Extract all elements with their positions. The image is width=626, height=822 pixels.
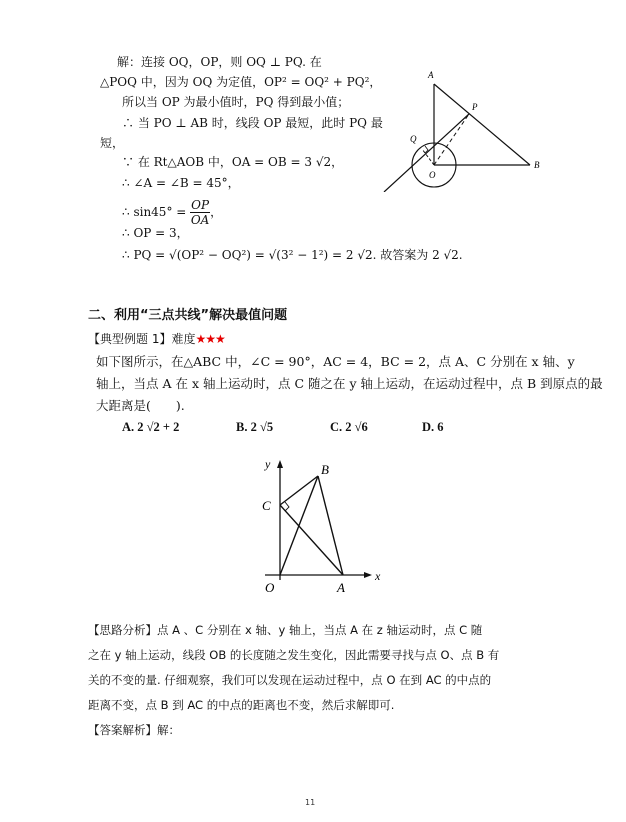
analysis-line-4: 距离不变，点 B 到 AC 的中点的距离也不变，然后求解即可. [88, 698, 395, 712]
option-a: A. 2 √2 + 2 [122, 420, 180, 434]
fraction-suffix: ， [210, 205, 223, 219]
segment-AB [434, 84, 530, 165]
y-axis-arrow-icon [277, 460, 283, 468]
question-line-1: 如下图所示，在△ABC 中，∠C = 90°，AC = 4，BC = 2，点 A、C 分别在 x 轴、y [96, 354, 575, 369]
x-axis-arrow-icon [364, 572, 372, 578]
figure-coordinate-triangle [255, 458, 395, 598]
option-d: D. 6 [422, 420, 444, 434]
solution-line-3: 所以当 OP 为最小值时，PQ 得到最小值； [122, 95, 350, 109]
question-line-2: 轴上，当点 A 在 x 轴上运动时，点 C 随之在 y 轴上运动，在运动过程中，点 B 到原点的最 [96, 376, 603, 391]
fraction [190, 198, 210, 227]
option-c: C. 2 √6 [330, 420, 368, 434]
option-b: B. 2 √5 [236, 420, 274, 434]
tangent-line-PQ [384, 114, 469, 192]
answer-label: 【答案解析】解： [88, 723, 180, 737]
label-A: A [337, 580, 345, 595]
label-Q: Q [410, 134, 417, 144]
segment-OP-dashed [434, 114, 469, 165]
label-x: x [375, 569, 381, 583]
sin-label: ∴ sin45° = [122, 205, 191, 219]
example-title: 【典型例题 1】难度 [88, 332, 196, 346]
fraction-numerator: OP [191, 198, 210, 212]
label-A: A [428, 70, 434, 80]
solution-line-10: ∴ PQ = √(OP² − OQ²) = √(3² − 1²) = 2 √2. 故答案为 2 √2. [122, 248, 463, 262]
analysis-line-2: 之在 y 轴上运动，线段 OB 的长度随之发生变化，因此需要寻找与点 O、点 B 有 [88, 648, 500, 662]
solution-line-9: ∴ OP = 3， [122, 226, 189, 240]
solution-line-7: ∴ ∠A = ∠B = 45°， [122, 176, 240, 190]
section-heading: 二、利用“三点共线”解决最值问题 [88, 308, 288, 323]
label-O: O [429, 170, 436, 180]
label-y: y [265, 458, 271, 471]
solution-line-5: 短， [100, 136, 125, 150]
question-line-3: 大距离是( ). [96, 398, 185, 413]
label-B: B [534, 160, 540, 170]
solution-line-1: 解：连接 OQ，OP，则 OQ ⊥ PQ. 在 [117, 55, 322, 69]
label-P: P [472, 102, 478, 112]
solution-line-6: ∵ 在 Rt△AOB 中，OA = OB = 3 √2， [122, 155, 344, 169]
solution-line-4: ∴ 当 PO ⊥ AB 时，线段 OP 最短，此时 PQ 最 [122, 116, 383, 130]
right-angle-mark [285, 502, 289, 511]
figure-circle-triangle [370, 62, 550, 192]
label-O: O [265, 580, 275, 595]
page-number: 11 [305, 798, 316, 807]
label-C: C [262, 498, 271, 513]
analysis-line-3: 关的不变的量. 仔细观察，我们可以发现在运动过程中，点 O 在到 AC 的中点的 [88, 673, 492, 687]
label-B: B [321, 462, 329, 477]
fraction-denominator: OA [190, 213, 210, 227]
example-label [88, 330, 225, 347]
analysis-line-1: 【思路分析】点 A 、C 分别在 x 轴、y 轴上，当点 A 在 z 轴运动时，点 C 随 [88, 623, 483, 637]
solution-line-2: △POQ 中，因为 OQ 为定值，OP² = OQ² + PQ²， [100, 75, 382, 89]
difficulty-stars: ★★★ [195, 332, 225, 346]
